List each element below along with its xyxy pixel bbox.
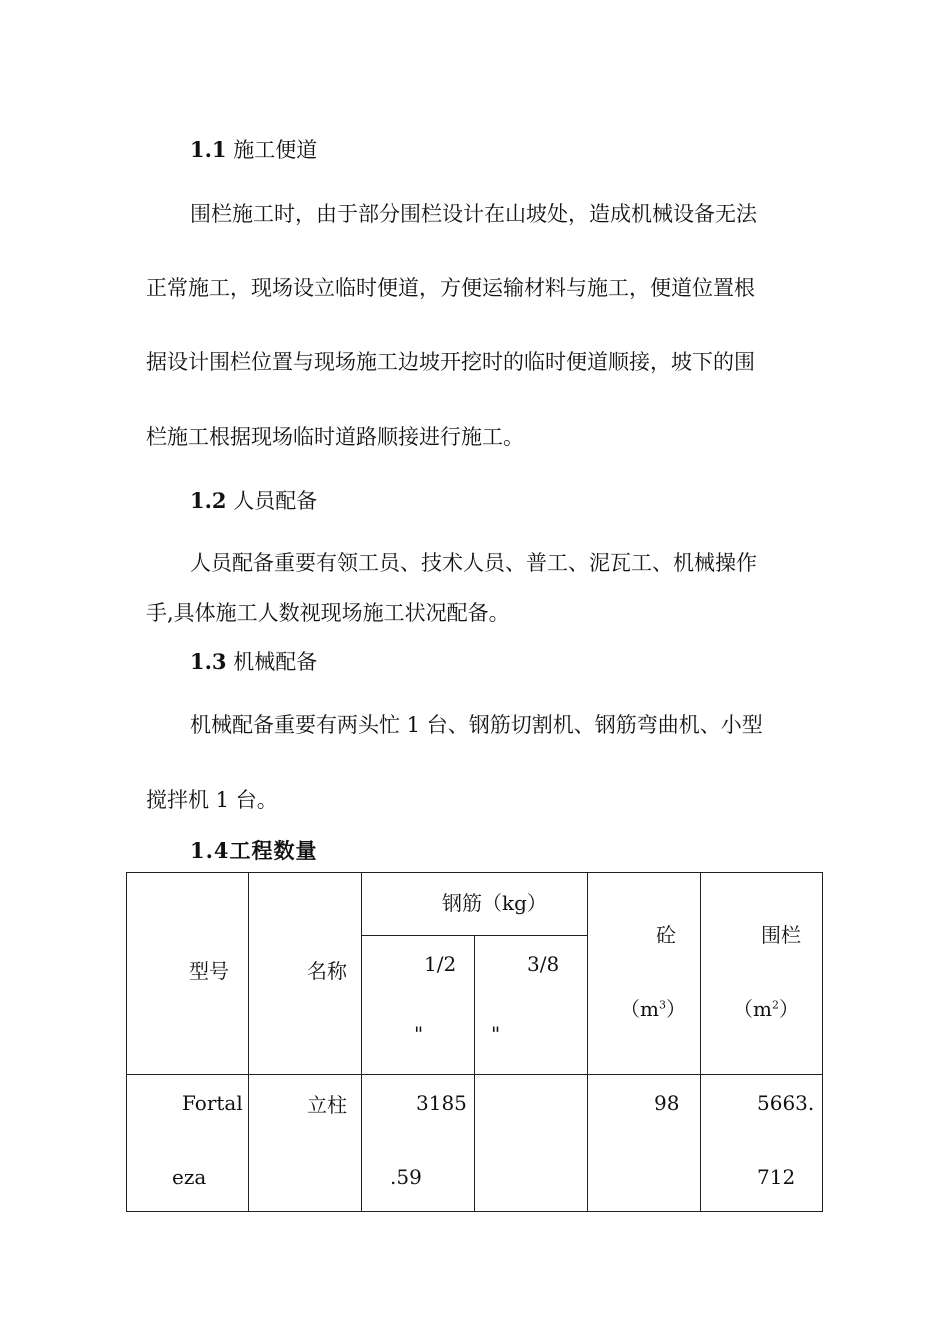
table-row <box>127 1075 823 1212</box>
paragraph-line: 正常施工，现场设立临时便道，方便运输材料与施工，便道位置根 <box>146 276 755 300</box>
paragraph-line: 围栏施工时，由于部分围栏设计在山坡处，造成机械设备无法 <box>190 202 757 226</box>
section-heading-1-2: 1.2 人员配备 <box>190 488 318 513</box>
header-name: 名称 <box>249 873 362 1075</box>
paragraph-line: 据设计围栏位置与现场施工边坡开挖时的临时便道顺接，坡下的围 <box>146 350 755 374</box>
header-fence: 围栏 $(m^2)$ <box>701 873 823 1075</box>
header-half-inch: 1/2 " <box>362 936 475 1075</box>
cell-concrete: 98 <box>588 1075 701 1212</box>
quantity-table <box>126 872 823 1212</box>
paragraph-line: 栏施工根据现场临时道路顺接进行施工。 <box>146 425 524 449</box>
paragraph-line: 机械配备重要有两头忙 1 台、钢筋切割机、钢筋弯曲机、小型 <box>190 713 763 737</box>
paragraph-line: 搅拌机 1 台。 <box>146 788 278 812</box>
cell-fence: 5663. 712 <box>701 1075 823 1212</box>
header-steel: 钢筋（kg） <box>362 873 588 936</box>
section-heading-1-4: 1.4工程数量 <box>190 838 318 863</box>
paragraph-line: 人员配备重要有领工员、技术人员、普工、泥瓦工、机械操作 <box>190 551 757 575</box>
cell-name: 立柱 <box>249 1075 362 1212</box>
header-concrete: 砼 $(m^3)$ <box>588 873 701 1075</box>
cell-model: Fortal eza <box>127 1075 249 1212</box>
header-three-eighths: 3/8 " <box>475 936 588 1075</box>
header-model: 型号 <box>127 873 249 1075</box>
cell-three-eighths <box>475 1075 588 1212</box>
section-heading-1-3: 1.3 机械配备 <box>190 649 318 674</box>
cell-half-inch: 3185 .59 <box>362 1075 475 1212</box>
paragraph-line: 手,具体施工人数视现场施工状况配备。 <box>146 601 510 625</box>
section-heading-1-1: 1.1 施工便道 <box>190 137 318 162</box>
